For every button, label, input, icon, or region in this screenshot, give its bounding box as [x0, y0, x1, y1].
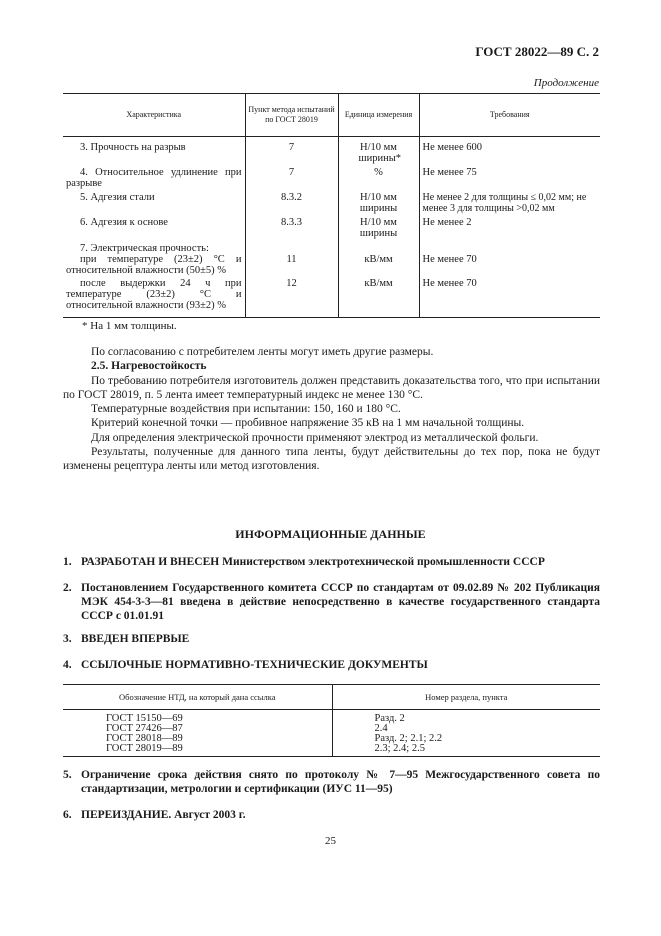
col-header-section: Номер раздела, пункта [332, 685, 600, 710]
item-text: РАЗРАБОТАН И ВНЕСЕН Министерством электротехнической промышленности СССР [81, 556, 545, 568]
col-header-method: Пункт метода испытаний по ГОСТ 28019 [245, 94, 338, 137]
continuation-label: Продолжение [533, 77, 599, 89]
row-requirement: Не менее 600 [419, 137, 600, 165]
item-text: ВВЕДЕН ВПЕРВЫЕ [81, 633, 190, 645]
info-item [63, 555, 600, 569]
item-number: 1. [63, 556, 72, 568]
row-characteristic: 6. Адгезия к основе [80, 217, 168, 228]
row-characteristic: 7. Электрическая прочность: [80, 243, 209, 254]
row-requirement: Не менее 75 [419, 164, 600, 189]
row-unit: Н/10 мм ширины [338, 214, 419, 241]
row-requirement: Не менее 70 [419, 254, 600, 278]
row-unit: кВ/мм [338, 254, 419, 278]
ref-document: ГОСТ 28019—89 [63, 744, 332, 757]
info-item [63, 581, 600, 623]
ref-document: ГОСТ 15150—69 [106, 713, 183, 724]
table-row [63, 189, 600, 214]
paragraph: По согласованию с потребителем ленты могут иметь другие размеры. [91, 346, 434, 358]
row-characteristic: 5. Адгезия стали [80, 192, 155, 203]
table-row [63, 241, 600, 254]
info-item [63, 632, 600, 646]
ref-section: Разд. 2; 2.1; 2.2 [332, 734, 600, 744]
row-unit: % [338, 164, 419, 189]
row-unit [338, 241, 419, 254]
col-header-unit: Единица измерения [338, 94, 419, 137]
table-header-row [63, 685, 600, 710]
row-method: 7 [245, 137, 338, 165]
item-number: 4. [63, 659, 72, 671]
paragraph: По требованию потребителя изготовитель должен представить доказательства того, что при испытании по ГОСТ 28019, п. 5 лента имеет температурный индекс не менее 130 °С. [63, 374, 600, 401]
table-footnote: * На 1 мм толщины. [82, 320, 177, 332]
body-text [63, 345, 600, 474]
references-table [63, 684, 600, 757]
row-requirement: Не менее 2 для толщины ≤ 0,02 мм; не менее 3 для толщины >0,02 мм [419, 189, 600, 214]
row-characteristic: после выдержки 24 ч при температуре (23±2) °С и относительной влажности (93±2) % [63, 278, 245, 318]
row-unit: Н/10 мм ширины [338, 189, 419, 214]
info-section-title: ИНФОРМАЦИОННЫЕ ДАННЫЕ [235, 527, 426, 541]
row-unit: кВ/мм [338, 278, 419, 318]
row-method: 7 [245, 164, 338, 189]
paragraph: Результаты, полученные для данного типа ленты, будут действительны до тех пор, пока не будут изменены рецептура ленты или метод изготовления. [63, 446, 600, 473]
col-header-document: Обозначение НТД, на который дана ссылка [63, 685, 332, 710]
row-requirement [419, 241, 600, 254]
table-row [63, 710, 600, 725]
item-number: 3. [63, 633, 72, 645]
info-item [63, 768, 600, 796]
item-text: Постановлением Государственного комитета СССР по стандартам от 09.02.89 № 202 Публикация МЭК 454-3-3—81 введена в действие непосредственно в качестве государственного стандарта СССР с 01.01.91 [81, 582, 600, 622]
info-item [63, 658, 600, 672]
ref-document: ГОСТ 27426—87 [106, 723, 183, 734]
row-method: 8.3.2 [245, 189, 338, 214]
col-header-requirements: Требования [419, 94, 600, 137]
row-requirement: Не менее 2 [419, 214, 600, 241]
row-unit: Н/10 мм ширины* [338, 137, 419, 165]
table-row [63, 254, 600, 278]
table-header-row [63, 94, 600, 137]
table-row [63, 214, 600, 241]
paragraph: Для определения электрической прочности применяют электрод из металлической фольги. [91, 431, 539, 444]
ref-section: 2.4 [332, 724, 600, 734]
page-number: 25 [325, 835, 336, 847]
table-row [63, 137, 600, 165]
item-number: 5. [63, 769, 72, 781]
item-number: 6. [63, 809, 72, 821]
page-header: ГОСТ 28022—89 С. 2 [475, 44, 599, 59]
item-text: ССЫЛОЧНЫЕ НОРМАТИВНО-ТЕХНИЧЕСКИЕ ДОКУМЕНТЫ [81, 659, 428, 671]
row-method: 11 [245, 254, 338, 278]
row-method: 8.3.3 [245, 214, 338, 241]
row-requirement: Не менее 70 [419, 278, 600, 318]
row-characteristic: 3. Прочность на разрыв [80, 142, 186, 153]
row-method: 12 [245, 278, 338, 318]
table-row [63, 164, 600, 189]
row-characteristic: 4. Относительное удлинение при разрыве [66, 167, 242, 189]
item-text: ПЕРЕИЗДАНИЕ. Август 2003 г. [81, 809, 246, 821]
paragraph: Критерий конечной точки — пробивное напряжение 35 кВ на 1 мм начальной толщины. [91, 417, 525, 430]
row-characteristic: при температуре (23±2) °С и относительной влажности (50±5) % [66, 254, 242, 276]
requirements-table [63, 93, 600, 318]
ref-document: ГОСТ 28018—89 [106, 733, 183, 744]
col-header-characteristic: Характеристика [63, 94, 245, 137]
item-number: 2. [63, 582, 72, 594]
section-heading: 2.5. Нагревостойкость [91, 360, 207, 373]
row-method [245, 241, 338, 254]
ref-section: 2.3; 2.4; 2.5 [332, 744, 600, 757]
paragraph: Температурные воздействия при испытании: 150, 160 и 180 °С. [91, 403, 401, 416]
info-item [63, 808, 600, 822]
table-row [63, 278, 600, 318]
table-row [63, 744, 600, 757]
item-text: Ограничение срока действия снято по протоколу № 7—95 Межгосударственного совета по стандартизации, метрологии и сертификации (ИУС 11—95) [81, 769, 600, 795]
ref-section: Разд. 2 [332, 710, 600, 725]
